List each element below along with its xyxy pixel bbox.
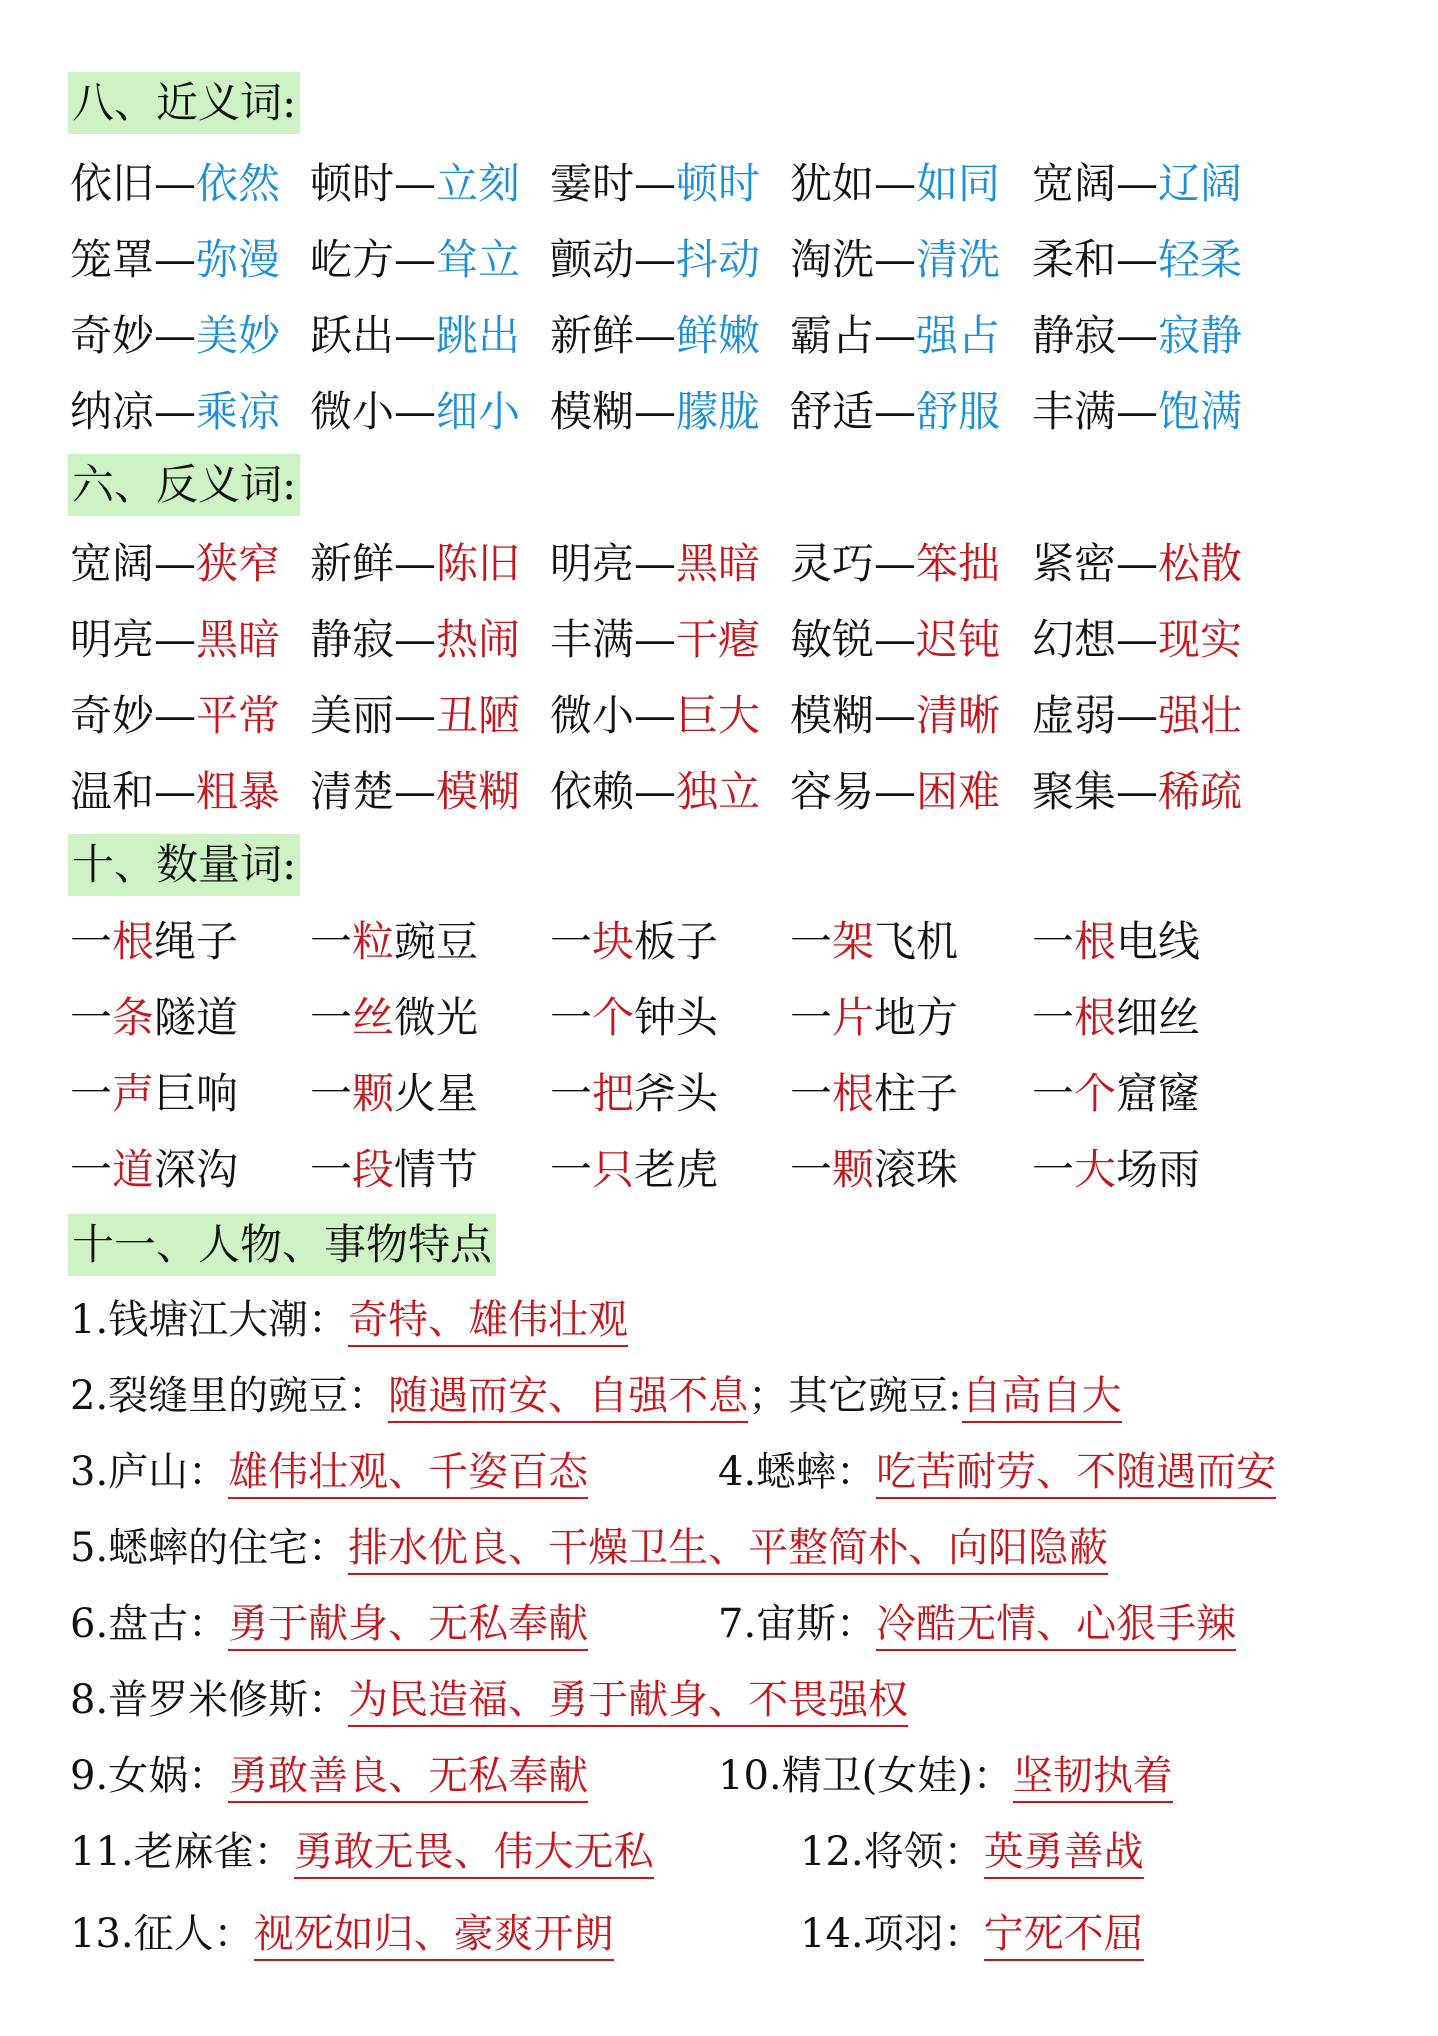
noun: 隧道 (154, 993, 239, 1042)
synonyms-heading: 八、近义词: (68, 72, 300, 134)
trait-line-2 (70, 1366, 1122, 1426)
synonym-pair: 顿时—立刻 (310, 159, 521, 208)
antonym-answer: 强壮 (1158, 691, 1243, 740)
word: 宽阔 (70, 539, 155, 588)
numeral: 一 (310, 993, 353, 1042)
word: 清楚 (310, 767, 395, 816)
measure-phrase (550, 1064, 718, 1124)
antonym-answer: 丑陋 (436, 691, 521, 740)
synonym-answer: 美妙 (196, 311, 281, 360)
trait-item-7 (718, 1594, 1236, 1654)
word: 柔和 (1032, 235, 1117, 284)
numeral: 一 (790, 993, 833, 1042)
noun: 滚珠 (874, 1145, 959, 1194)
measure-words-heading: 十、数量词: (68, 834, 300, 896)
noun: 窟窿 (1116, 1069, 1201, 1118)
antonym-pair: 依赖—独立 (550, 767, 761, 816)
antonym-answer: 松散 (1158, 539, 1243, 588)
synonym-answer: 强占 (916, 311, 1001, 360)
antonym-pair: 幻想—现实 (1032, 615, 1243, 664)
measure-word: 段 (352, 1145, 395, 1194)
trait-answer: 自高自大 (962, 1373, 1122, 1423)
measure-word: 声 (112, 1069, 155, 1118)
measure-phrase (1032, 1064, 1200, 1124)
synonym-pair: 笼罩—弥漫 (70, 235, 281, 284)
numeral: 一 (550, 1145, 593, 1194)
antonym-answer: 热闹 (436, 615, 521, 664)
word: 淘洗 (790, 235, 875, 284)
noun: 火星 (394, 1069, 479, 1118)
measure-word: 根 (1074, 993, 1117, 1042)
synonym-answer: 弥漫 (196, 235, 281, 284)
measure-word: 根 (832, 1069, 875, 1118)
measure-phrase (1032, 912, 1200, 972)
word: 宽阔 (1032, 159, 1117, 208)
measure-phrase (550, 912, 718, 972)
word: 静寂 (1032, 311, 1117, 360)
noun: 深沟 (154, 1145, 239, 1194)
trait-answer: 勇敢善良、无私奉献 (228, 1753, 588, 1803)
measure-phrase (70, 988, 238, 1048)
synonym-pair: 霸占—强占 (790, 311, 1001, 360)
word: 犹如 (790, 159, 875, 208)
antonym-pair: 微小—巨大 (550, 691, 761, 740)
noun: 绳子 (154, 917, 239, 966)
word: 明亮 (550, 539, 635, 588)
antonym-answer: 迟钝 (916, 615, 1001, 664)
noun: 柱子 (874, 1069, 959, 1118)
numeral: 一 (790, 1069, 833, 1118)
word: 丰满 (1032, 387, 1117, 436)
trait-answer: 排水优良、干燥卫生、平整简朴、向阳隐蔽 (348, 1525, 1108, 1575)
synonym-pair: 舒适—舒服 (790, 387, 1001, 436)
antonym-pair: 静寂—热闹 (310, 615, 521, 664)
word: 微小 (550, 691, 635, 740)
word: 聚集 (1032, 767, 1117, 816)
measure-phrase (310, 1140, 478, 1200)
word: 温和 (70, 767, 155, 816)
antonym-answer: 困难 (916, 767, 1001, 816)
antonym-answer: 狭窄 (196, 539, 281, 588)
trait-label: 13.征人： (70, 1911, 254, 1957)
antonym-pair: 美丽—丑陋 (310, 691, 521, 740)
antonym-answer: 独立 (676, 767, 761, 816)
antonym-answer: 陈旧 (436, 539, 521, 588)
trait-line-8 (70, 1822, 1144, 1882)
synonym-pair: 微小—细小 (310, 387, 521, 436)
trait-label: 5.蟋蟀的住宅： (70, 1525, 349, 1571)
antonym-answer: 巨大 (676, 691, 761, 740)
trait-label: 14.项羽： (800, 1911, 984, 1957)
synonym-pair: 淘洗—清洗 (790, 235, 1001, 284)
measure-word: 块 (592, 917, 635, 966)
word: 静寂 (310, 615, 395, 664)
antonym-pair: 聚集—稀疏 (1032, 767, 1243, 816)
numeral: 一 (1032, 1145, 1075, 1194)
noun: 巨响 (154, 1069, 239, 1118)
numeral: 一 (70, 917, 113, 966)
antonym-pair: 紧密—松散 (1032, 539, 1243, 588)
noun: 板子 (634, 917, 719, 966)
synonym-answer: 如同 (916, 159, 1001, 208)
synonym-pair: 新鲜—鲜嫩 (550, 311, 761, 360)
measure-phrase (70, 912, 238, 972)
word: 美丽 (310, 691, 395, 740)
trait-label: 12.将领： (800, 1829, 984, 1875)
measure-phrase (550, 988, 718, 1048)
trait-answer: 奇特、雄伟壮观 (348, 1297, 628, 1347)
trait-item-12 (800, 1822, 1144, 1882)
synonym-pair: 犹如—如同 (790, 159, 1001, 208)
numeral: 一 (70, 1069, 113, 1118)
synonym-answer: 饱满 (1158, 387, 1243, 436)
antonym-pair: 清楚—模糊 (310, 767, 521, 816)
synonym-answer: 鲜嫩 (676, 311, 761, 360)
word: 奇妙 (70, 691, 155, 740)
noun: 斧头 (634, 1069, 719, 1118)
antonym-pair: 新鲜—陈旧 (310, 539, 521, 588)
measure-word: 条 (112, 993, 155, 1042)
trait-answer: 勇于献身、无私奉献 (228, 1601, 588, 1651)
word: 笼罩 (70, 235, 155, 284)
noun: 豌豆 (394, 917, 479, 966)
trait-line-5 (70, 1594, 1237, 1654)
measure-phrase (70, 1064, 238, 1124)
antonym-pair: 丰满—干瘪 (550, 615, 761, 664)
antonym-pair: 宽阔—狭窄 (70, 539, 281, 588)
trait-line-4 (70, 1518, 1108, 1578)
measure-phrase (790, 988, 958, 1048)
measure-word: 个 (592, 993, 635, 1042)
synonym-pair: 静寂—寂静 (1032, 311, 1243, 360)
trait-line-3 (70, 1442, 1277, 1502)
noun: 电线 (1116, 917, 1201, 966)
word: 模糊 (550, 387, 635, 436)
antonym-answer: 粗暴 (196, 767, 281, 816)
noun: 飞机 (874, 917, 959, 966)
synonym-answer: 舒服 (916, 387, 1001, 436)
antonym-answer: 干瘪 (676, 615, 761, 664)
synonym-answer: 辽阔 (1158, 159, 1243, 208)
synonym-answer: 轻柔 (1158, 235, 1243, 284)
antonym-answer: 稀疏 (1158, 767, 1243, 816)
synonym-answer: 清洗 (916, 235, 1001, 284)
word: 虚弱 (1032, 691, 1117, 740)
synonym-pair: 丰满—饱满 (1032, 387, 1243, 436)
measure-word: 大 (1074, 1145, 1117, 1194)
measure-word: 粒 (352, 917, 395, 966)
measure-word: 根 (1074, 917, 1117, 966)
trait-item-14 (800, 1904, 1144, 1964)
antonym-pair: 灵巧—笨拙 (790, 539, 1001, 588)
measure-phrase (790, 1140, 958, 1200)
numeral: 一 (550, 993, 593, 1042)
antonym-answer: 黑暗 (196, 615, 281, 664)
trait-answer: 为民造福、勇于献身、不畏强权 (348, 1677, 908, 1727)
antonyms-heading: 六、反义词: (68, 454, 300, 516)
measure-word: 颗 (832, 1145, 875, 1194)
word: 跃出 (310, 311, 395, 360)
word: 新鲜 (310, 539, 395, 588)
word: 屹方 (310, 235, 395, 284)
measure-phrase (790, 1064, 958, 1124)
synonym-answer: 立刻 (436, 159, 521, 208)
noun: 老虎 (634, 1145, 719, 1194)
antonym-pair: 明亮—黑暗 (70, 615, 281, 664)
antonym-pair: 温和—粗暴 (70, 767, 281, 816)
measure-word: 道 (112, 1145, 155, 1194)
synonym-pair: 纳凉—乘凉 (70, 387, 281, 436)
trait-line-1 (70, 1290, 628, 1350)
antonym-answer: 笨拙 (916, 539, 1001, 588)
trait-label: 7.宙斯： (718, 1601, 877, 1647)
numeral: 一 (550, 1069, 593, 1118)
numeral: 一 (550, 917, 593, 966)
synonym-pair: 依旧—依然 (70, 159, 281, 208)
synonym-pair: 奇妙—美妙 (70, 311, 281, 360)
trait-label: 4.蟋蟀： (718, 1449, 877, 1495)
trait-line-9 (70, 1904, 1144, 1964)
noun: 细丝 (1116, 993, 1201, 1042)
antonym-pair: 奇妙—平常 (70, 691, 281, 740)
synonym-pair: 宽阔—辽阔 (1032, 159, 1243, 208)
trait-label: 9.女娲： (70, 1753, 229, 1799)
antonym-pair: 容易—困难 (790, 767, 1001, 816)
trait-label: 11.老麻雀： (70, 1829, 294, 1875)
measure-word: 个 (1074, 1069, 1117, 1118)
word: 颤动 (550, 235, 635, 284)
synonym-answer: 跳出 (436, 311, 521, 360)
trait-answer: 坚韧执着 (1013, 1753, 1173, 1803)
numeral: 一 (70, 1145, 113, 1194)
synonym-answer: 乘凉 (196, 387, 281, 436)
antonym-answer: 清晰 (916, 691, 1001, 740)
trait-answer: 英勇善战 (984, 1829, 1144, 1879)
word: 紧密 (1032, 539, 1117, 588)
word: 明亮 (70, 615, 155, 664)
trait-label: 6.盘古： (70, 1601, 229, 1647)
measure-phrase (790, 912, 958, 972)
trait-line-6 (70, 1670, 908, 1730)
traits-heading: 十一、人物、事物特点 (68, 1214, 496, 1276)
synonym-answer: 依然 (196, 159, 281, 208)
synonym-pair: 屹方—耸立 (310, 235, 521, 284)
measure-word: 片 (832, 993, 875, 1042)
antonym-pair: 明亮—黑暗 (550, 539, 761, 588)
numeral: 一 (790, 1145, 833, 1194)
trait-label: 10.精卫(女娃)： (718, 1753, 1013, 1799)
noun: 钟头 (634, 993, 719, 1042)
synonym-answer: 寂静 (1158, 311, 1243, 360)
measure-phrase (310, 1064, 478, 1124)
numeral: 一 (310, 1145, 353, 1194)
trait-line-7 (70, 1746, 1173, 1806)
trait-label: 8.普罗米修斯： (70, 1677, 349, 1723)
measure-phrase (1032, 1140, 1200, 1200)
trait-item-4 (718, 1442, 1276, 1502)
word: 丰满 (550, 615, 635, 664)
measure-word: 把 (592, 1069, 635, 1118)
numeral: 一 (1032, 1069, 1075, 1118)
antonym-answer: 黑暗 (676, 539, 761, 588)
measure-phrase (310, 988, 478, 1048)
measure-phrase (1032, 988, 1200, 1048)
trait-answer: 冷酷无情、心狠手辣 (876, 1601, 1236, 1651)
trait-label: 2.裂缝里的豌豆： (70, 1373, 389, 1419)
antonym-pair: 虚弱—强壮 (1032, 691, 1243, 740)
numeral: 一 (790, 917, 833, 966)
noun: 场雨 (1116, 1145, 1201, 1194)
trait-label: 3.庐山： (70, 1449, 229, 1495)
synonym-pair: 柔和—轻柔 (1032, 235, 1243, 284)
numeral: 一 (310, 917, 353, 966)
antonym-pair: 敏锐—迟钝 (790, 615, 1001, 664)
measure-word: 颗 (352, 1069, 395, 1118)
numeral: 一 (310, 1069, 353, 1118)
synonym-answer: 朦胧 (676, 387, 761, 436)
measure-phrase (70, 1140, 238, 1200)
measure-word: 根 (112, 917, 155, 966)
measure-phrase (550, 1140, 718, 1200)
synonym-pair: 模糊—朦胧 (550, 387, 761, 436)
trait-answer: 随遇而安、自强不息 (388, 1373, 748, 1423)
synonym-answer: 顿时 (676, 159, 761, 208)
synonym-answer: 耸立 (436, 235, 521, 284)
numeral: 一 (70, 993, 113, 1042)
word: 奇妙 (70, 311, 155, 360)
word: 顿时 (310, 159, 395, 208)
synonym-pair: 颤动—抖动 (550, 235, 761, 284)
numeral: 一 (1032, 917, 1075, 966)
word: 灵巧 (790, 539, 875, 588)
trait-answer: 勇敢无畏、伟大无私 (294, 1829, 654, 1879)
word: 霸占 (790, 311, 875, 360)
word: 微小 (310, 387, 395, 436)
trait-answer: 雄伟壮观、千姿百态 (228, 1449, 588, 1499)
word: 容易 (790, 767, 875, 816)
synonym-pair: 霎时—顿时 (550, 159, 761, 208)
antonym-answer: 平常 (196, 691, 281, 740)
synonym-pair: 跃出—跳出 (310, 311, 521, 360)
word: 舒适 (790, 387, 875, 436)
word: 新鲜 (550, 311, 635, 360)
antonym-answer: 模糊 (436, 767, 521, 816)
antonym-answer: 现实 (1158, 615, 1243, 664)
word: 霎时 (550, 159, 635, 208)
word: 纳凉 (70, 387, 155, 436)
numeral: 一 (1032, 993, 1075, 1042)
measure-phrase (310, 912, 478, 972)
word: 敏锐 (790, 615, 875, 664)
synonym-answer: 抖动 (676, 235, 761, 284)
word: 模糊 (790, 691, 875, 740)
trait-answer: 宁死不屈 (984, 1911, 1144, 1961)
measure-word: 架 (832, 917, 875, 966)
trait-answer: 吃苦耐劳、不随遇而安 (876, 1449, 1276, 1499)
trait-item-10 (718, 1746, 1173, 1806)
antonym-pair: 模糊—清晰 (790, 691, 1001, 740)
trait-answer: 视死如归、豪爽开朗 (254, 1911, 614, 1961)
word: 幻想 (1032, 615, 1117, 664)
measure-word: 丝 (352, 993, 395, 1042)
synonym-answer: 细小 (436, 387, 521, 436)
noun: 微光 (394, 993, 479, 1042)
word: 依赖 (550, 767, 635, 816)
noun: 地方 (874, 993, 959, 1042)
measure-word: 只 (592, 1145, 635, 1194)
trait-separator: ；其它豌豆: (748, 1373, 962, 1419)
word: 依旧 (70, 159, 155, 208)
trait-label: 1.钱塘江大潮： (70, 1297, 349, 1343)
noun: 情节 (394, 1145, 479, 1194)
